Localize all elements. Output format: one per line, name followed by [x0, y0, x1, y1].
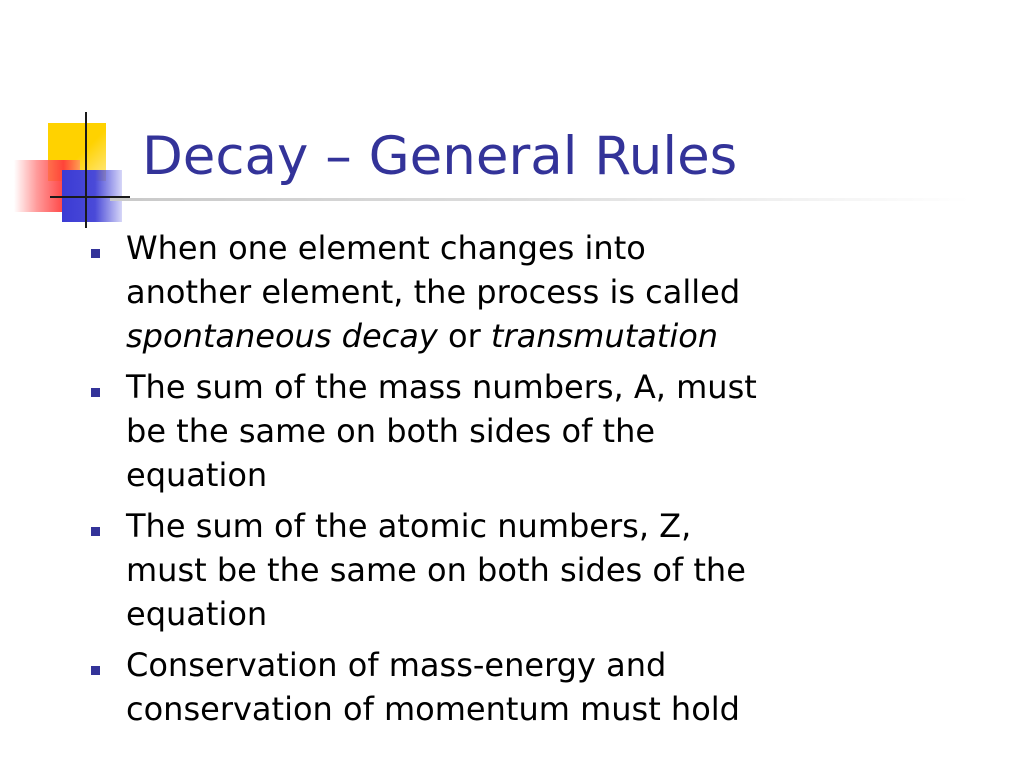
bullet-line: be the same on both sides of the — [126, 412, 656, 450]
vertical-line-icon — [85, 112, 87, 228]
bullet-line: equation — [126, 595, 268, 633]
bullet-connector: or — [437, 317, 491, 355]
bullet-line: conservation of momentum must hold — [126, 690, 740, 728]
bullet-line: The sum of the atomic numbers, Z, — [126, 507, 692, 545]
bullet-item — [88, 643, 988, 731]
bullet-line: must be the same on both sides of the — [126, 551, 746, 589]
bullet-item — [88, 226, 988, 358]
bullet-square-icon — [91, 388, 100, 397]
bullet-line: When one element changes into — [126, 229, 646, 267]
bullet-item — [88, 365, 988, 497]
bullet-line: equation — [126, 456, 268, 494]
bullet-square-icon — [91, 249, 100, 258]
title-underline — [110, 198, 970, 201]
bullet-line: The sum of the mass numbers, A, must — [126, 368, 757, 406]
slide-title: Decay – General Rules — [142, 126, 738, 187]
emphasis-transmutation: transmutation — [490, 317, 719, 355]
bullet-item — [88, 504, 988, 636]
bullet-line: Conservation of mass-energy and — [126, 646, 667, 684]
emphasis-spontaneous-decay: spontaneous decay — [126, 317, 438, 355]
bullet-list — [88, 226, 988, 738]
bullet-square-icon — [91, 527, 100, 536]
bullet-line: another element, the process is called — [126, 273, 741, 311]
bullet-square-icon — [91, 666, 100, 675]
